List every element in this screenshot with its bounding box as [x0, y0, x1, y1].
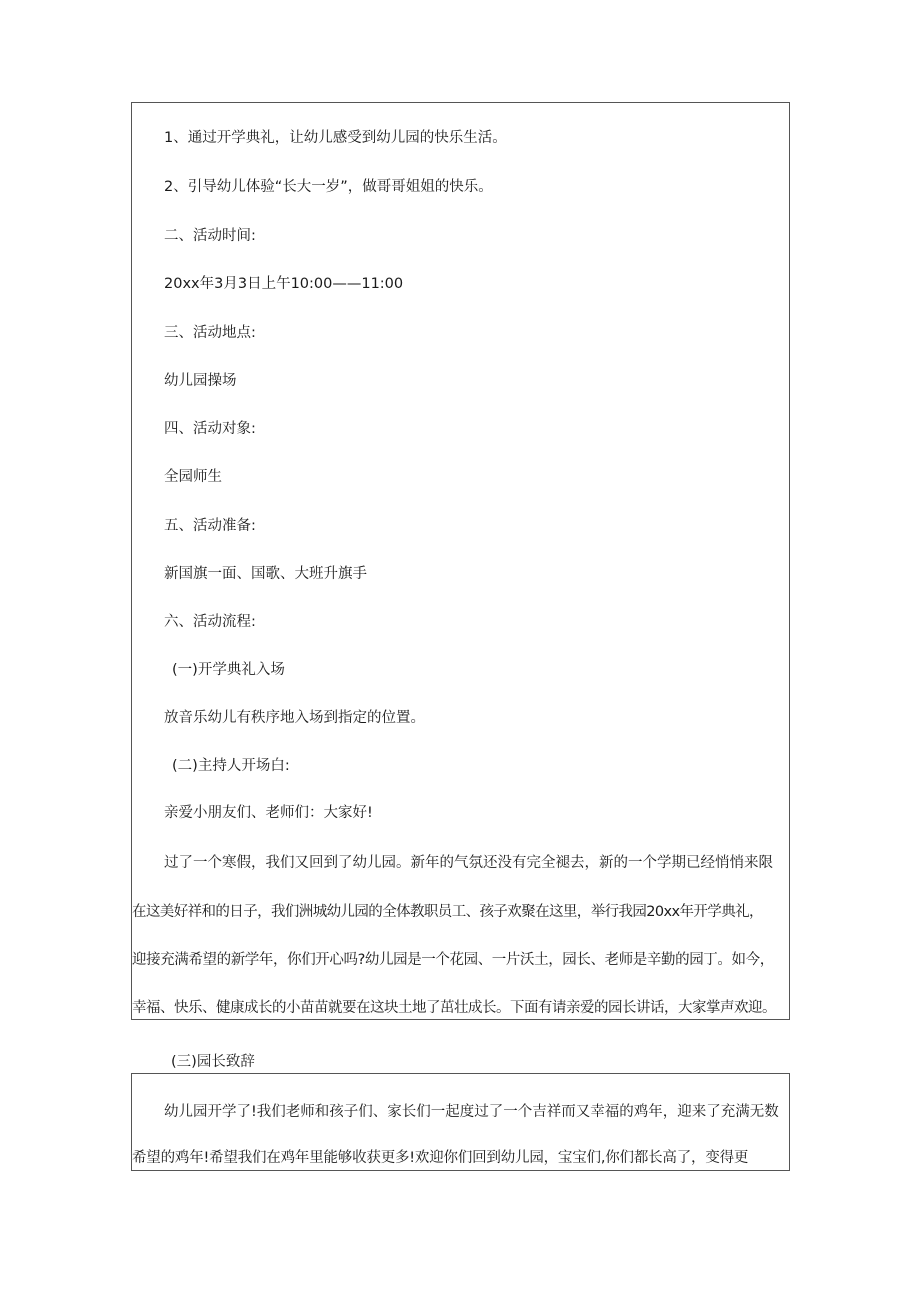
location-value: 幼儿园操场 [164, 373, 237, 389]
content-table-box-1 [131, 102, 790, 1020]
process-step-2: (二)主持人开场白: [172, 758, 290, 774]
heading-location: 三、活动地点: [164, 325, 256, 341]
paragraph-line: 希望的鸡年!希望我们在鸡年里能够收获更多!欢迎你们回到幼儿园，宝宝们,你们都长高了，变得更 [132, 1150, 749, 1166]
greeting: 亲爱小朋友们、老师们：大家好! [164, 805, 373, 821]
process-step-1: (一)开学典礼入场 [172, 662, 285, 678]
paragraph-line: 幸福、快乐、健康成长的小苗苗就要在这块土地了茁壮成长。下面有请亲爱的园长讲话，大家掌声欢迎。 [132, 1000, 776, 1016]
heading-preparation: 五、活动准备: [164, 518, 256, 534]
audience-value: 全园师生 [164, 469, 222, 485]
heading-process: 六、活动流程: [164, 614, 256, 630]
objective-1: 1、通过开学典礼，让幼儿感受到幼儿园的快乐生活。 [164, 130, 507, 146]
process-step-1-text: 放音乐幼儿有秩序地入场到指定的位置。 [164, 710, 425, 726]
time-value: 20xx年3月3日上午10:00——11:00 [164, 276, 404, 292]
heading-audience: 四、活动对象: [164, 421, 256, 437]
paragraph-line: 迎接充满希望的新学年，你们开心吗?幼儿园是一个花园、一片沃土，园长、老师是辛勤的园丁。如今， [132, 952, 774, 968]
content-table-box-2 [131, 1073, 790, 1171]
preparation-value: 新国旗一面、国歌、大班升旗手 [164, 566, 367, 582]
objective-2: 2、引导幼儿体验“长大一岁”，做哥哥姐姐的快乐。 [164, 179, 493, 195]
paragraph-line: 在这美好祥和的日子，我们洲城幼儿园的全体教职员工、孩子欢聚在这里，举行我园20xx年开学典礼， [132, 904, 763, 920]
section-3-heading: (三)园长致辞 [171, 1054, 255, 1070]
heading-time: 二、活动时间: [164, 228, 256, 244]
paragraph-line: 幼儿园开学了!我们老师和孩子们、家长们一起度过了一个吉祥而又幸福的鸡年，迎来了充满无数 [164, 1104, 779, 1120]
paragraph-line: 过了一个寒假，我们又回到了幼儿园。新年的气氛还没有完全褪去，新的一个学期已经悄悄来限 [164, 855, 773, 871]
